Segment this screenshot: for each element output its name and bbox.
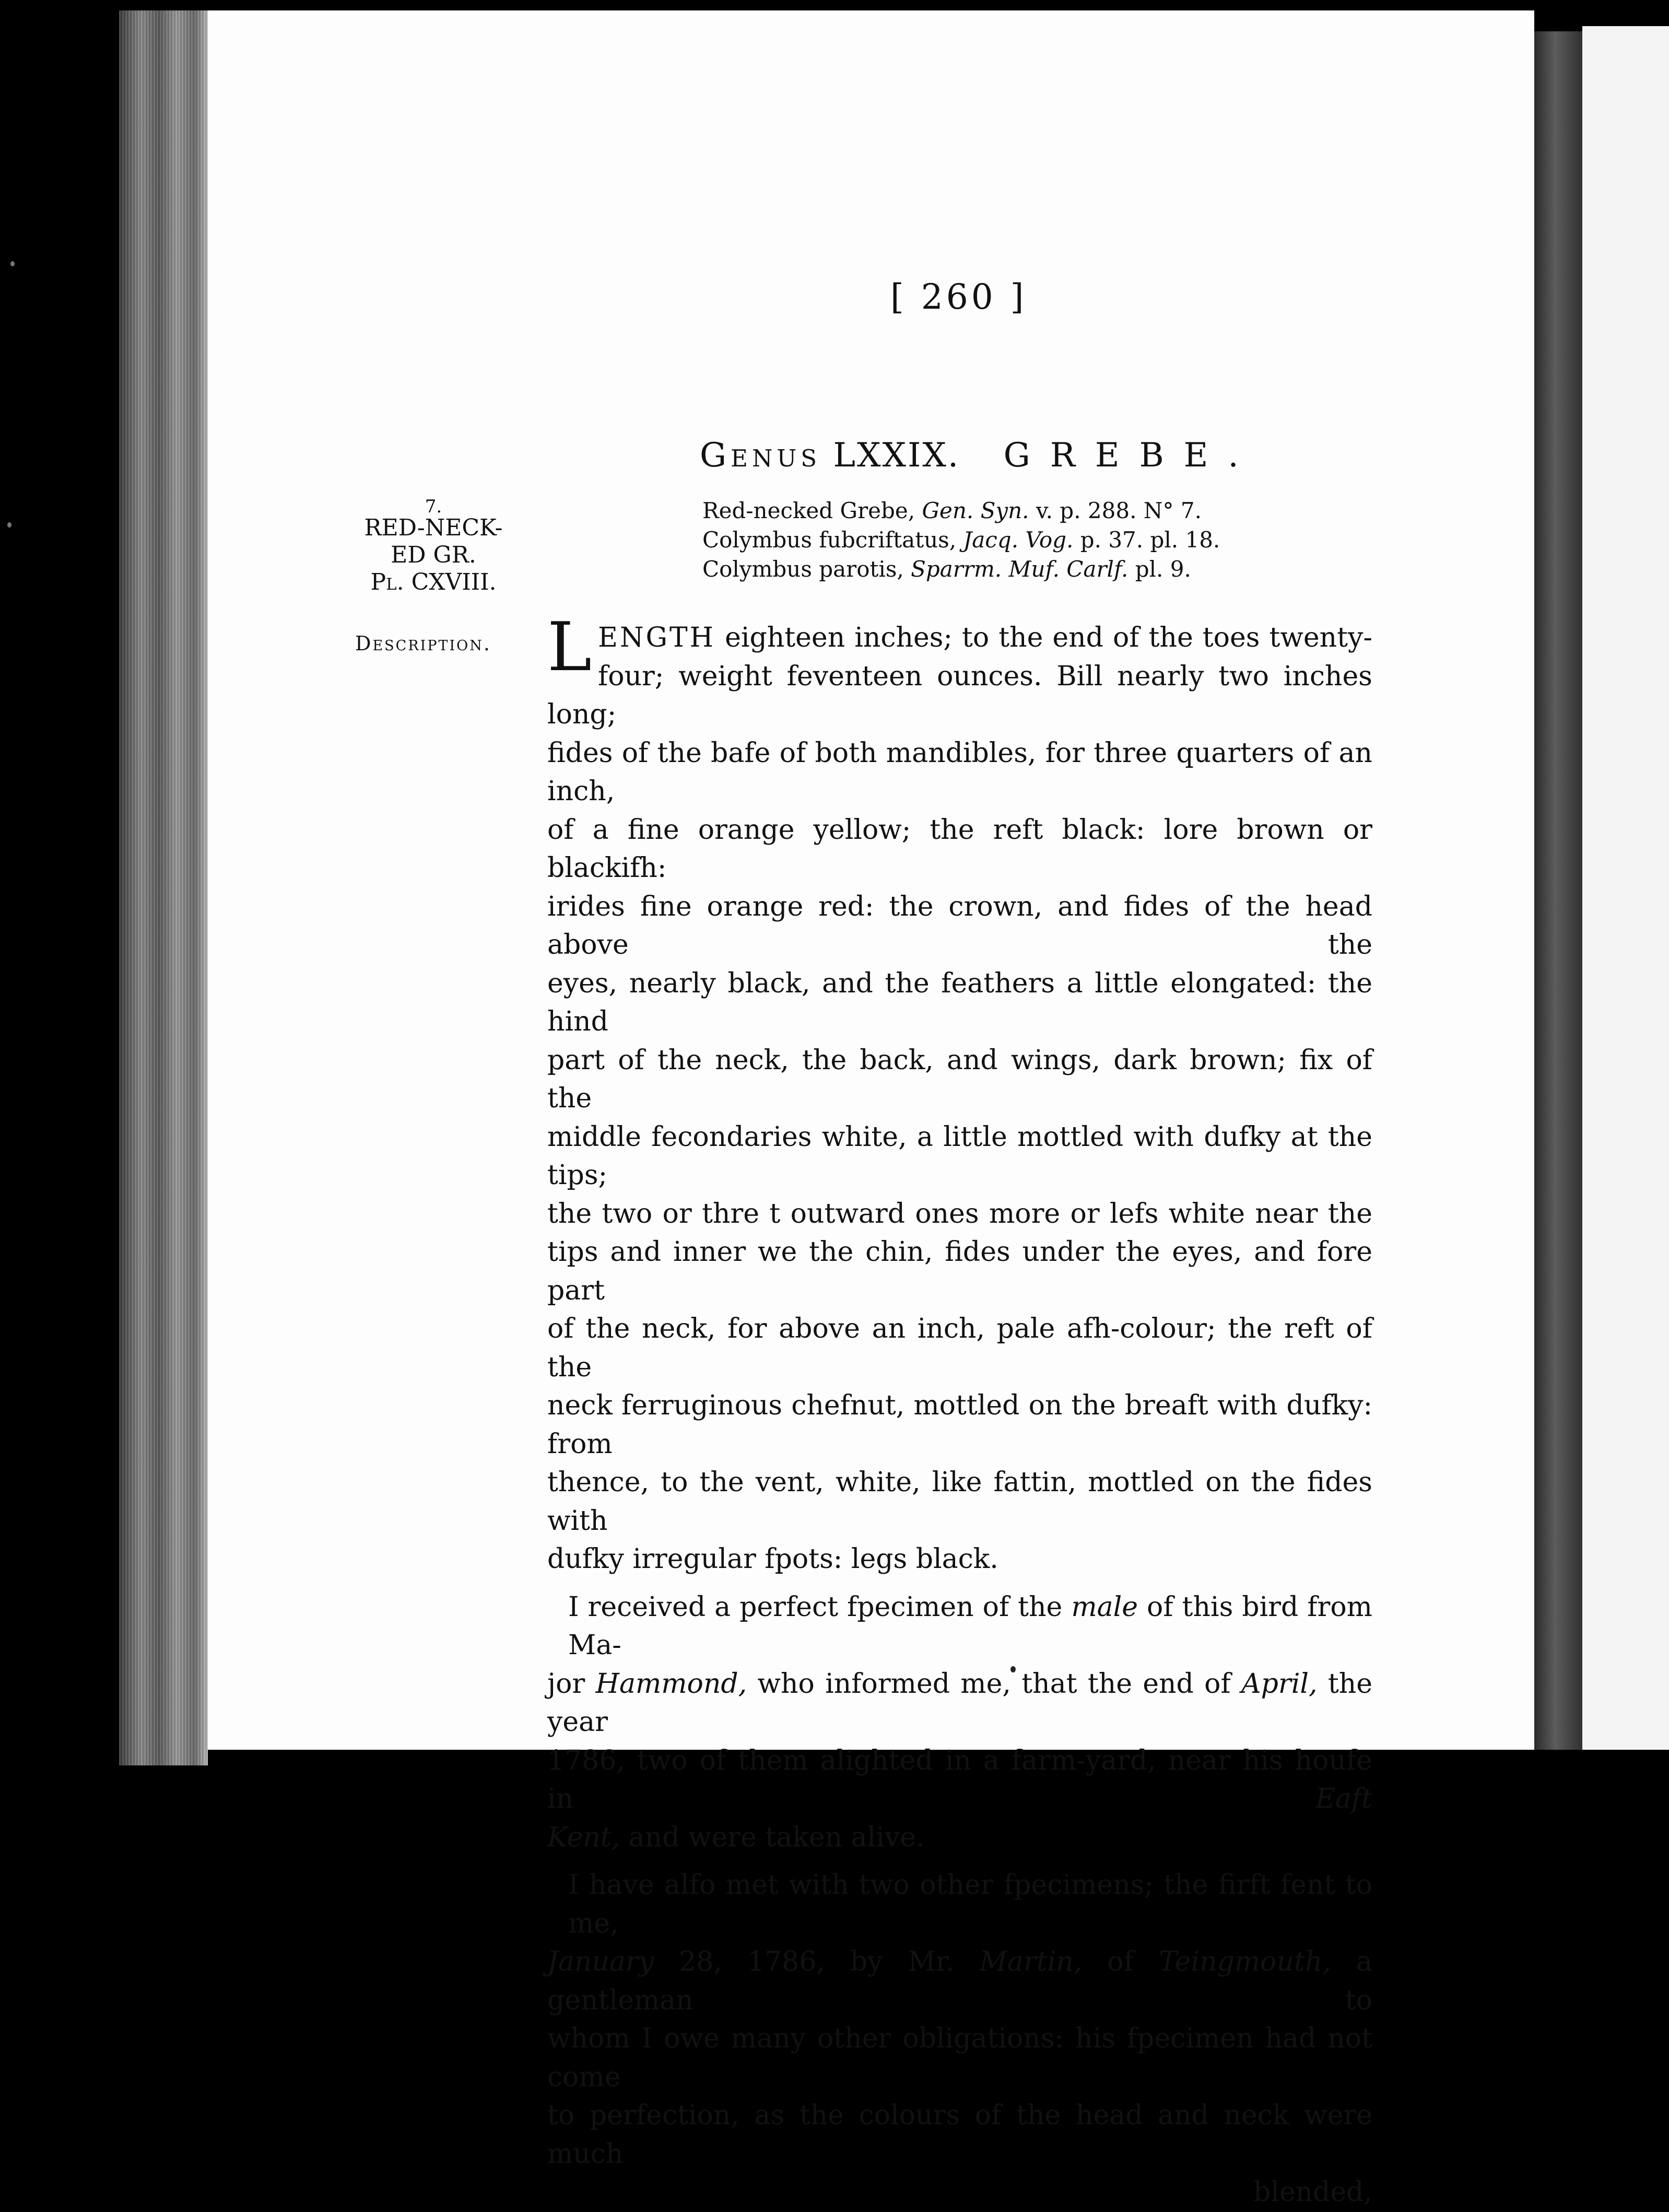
synonym-list [702, 496, 1220, 584]
species-name-line-1: RED-NECK- [364, 514, 503, 541]
scan-speck [10, 261, 15, 266]
text-line: four; weight feventeen ounces. Bill nearly two inches long; [547, 660, 1372, 730]
catchword: blended, [1253, 2176, 1372, 2208]
text-line: of a fine orange yellow; the reft black: lore brown or blackifh: [547, 814, 1372, 884]
text-line: irides fine orange red: the crown, and fides of the head above the [547, 891, 1372, 961]
text-line: jor Hammond, who informed me, that the end of April, the year [547, 1668, 1372, 1738]
margin-note [334, 496, 533, 596]
text-line: to perfection, as the colours of the head and neck were much [547, 2100, 1372, 2170]
description-label: Description. [355, 632, 492, 655]
facing-page-edge [1582, 26, 1669, 1750]
synonym-entry: Colymbus fubcriftatus, Jacq. Vog. p. 37. pl. 18. [702, 527, 1220, 553]
text-line: middle fecondaries white, a little mottled with dufky at the tips; [547, 1121, 1372, 1191]
text-line: whom I owe many other obligations: his fpecimen had not come [547, 2023, 1372, 2093]
scan-speck [7, 522, 11, 528]
species-number: 7. [425, 496, 442, 517]
text-line: tips and inner we the chin, fides under the eyes, and fore part [547, 1236, 1372, 1306]
synonym-entry: Red-necked Grebe, Gen. Syn. v. p. 288. N° 7. [702, 498, 1202, 523]
synonym-entry: Colymbus parotis, Sparrm. Muf. Carlf. pl. 9. [702, 556, 1191, 582]
species-name-line-2: ED GR. [391, 542, 476, 568]
text-line: of the neck, for above an inch, pale afh-colour; the reft of the [547, 1313, 1372, 1383]
text-line: Kent, and were taken alive. [547, 1821, 925, 1853]
text-line: 1786, two of them alighted in a farm-yard, near his houfe in Eaft [547, 1745, 1372, 1815]
genus-number: LXXIX. [833, 436, 960, 475]
book-page-edges [119, 10, 208, 1765]
book-gutter [1534, 31, 1586, 1750]
genus-name: GREBE. [1003, 436, 1259, 475]
drop-capital: L [547, 608, 592, 686]
text-line: thence, to the vent, white, like fattin, mottled on the fides with [547, 1467, 1372, 1537]
text-line: the two or thre t outward ones more or lefs white near the [547, 1198, 1372, 1230]
text-line: I have alfo met with two other fpecimens; the firft fent to me, [568, 1869, 1372, 1939]
text-line: eyes, nearly black, and the feathers a little elongated: the hind [547, 967, 1372, 1037]
text-line: fides of the bafe of both mandibles, for three quarters of an inch, [547, 737, 1372, 807]
plate-reference: Pl. CXVIII. [370, 569, 497, 595]
page-number: [ 260 ] [890, 277, 1027, 317]
text-line: I received a perfect fpecimen of the male of this bird from Ma- [568, 1591, 1372, 1661]
body-text [547, 608, 1372, 2212]
genus-label: Genus [700, 436, 821, 475]
genus-heading [700, 436, 1259, 475]
text-line: neck ferruginous chefnut, mottled on the breaft with dufky: from [547, 1390, 1372, 1460]
text-line: part of the neck, the back, and wings, dark brown; fix of the [547, 1044, 1372, 1114]
text-line: ENGTH eighteen inches; to the end of the toes twenty- [598, 622, 1372, 653]
text-line: dufky irregular fpots: legs black. [547, 1543, 998, 1575]
text-line: January 28, 1786, by Mr. Martin, of Teingmouth, a gentleman to [547, 1946, 1372, 2016]
